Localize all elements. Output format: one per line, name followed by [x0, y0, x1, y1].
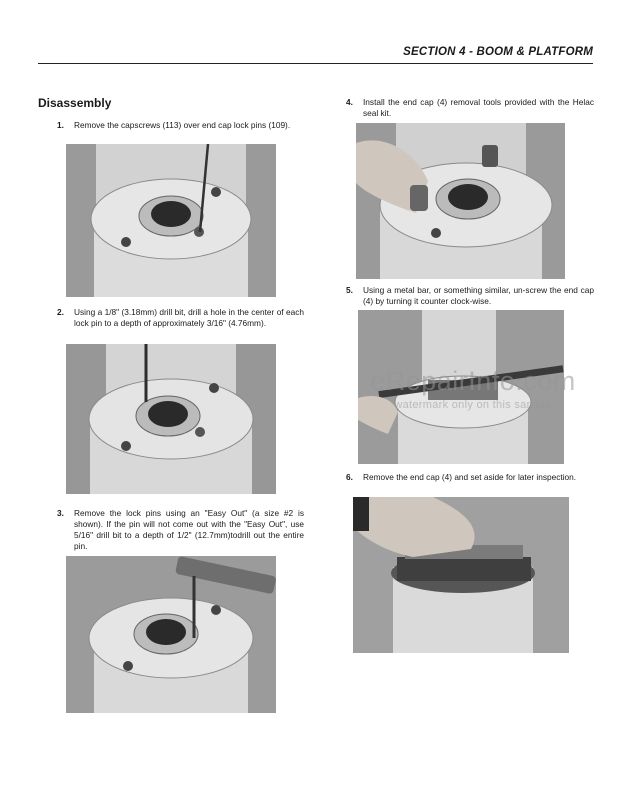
- step-number: 1.: [57, 120, 64, 130]
- photo-install-removal-tools: [356, 123, 565, 279]
- step-number: 6.: [346, 472, 353, 482]
- photo-easy-out: [66, 556, 276, 713]
- step-number: 2.: [57, 307, 64, 317]
- section-heading: Disassembly: [38, 96, 112, 110]
- step-number: 5.: [346, 285, 353, 295]
- step-6: [346, 472, 594, 483]
- photo-drill-lock-pin: [66, 344, 276, 494]
- photo-remove-end-cap: [353, 497, 569, 653]
- step-1: [57, 120, 304, 131]
- photo-unscrew-end-cap: [358, 310, 564, 464]
- step-text: Remove the end cap (4) and set aside for later inspection.: [363, 472, 577, 482]
- watermark-sub: watermark only on this sample: [394, 399, 552, 411]
- step-number: 3.: [57, 508, 64, 518]
- step-text: Install the end cap (4) removal tools provided with the Helac seal kit.: [363, 97, 594, 118]
- watermark-main: eRepairInfo.com: [370, 366, 576, 396]
- section-title: SECTION 4 - BOOM & PLATFORM: [403, 46, 593, 58]
- step-text: Remove the capscrews (113) over end cap lock pins (109).: [74, 120, 291, 130]
- step-3: [57, 508, 304, 552]
- photo-remove-capscrews: [66, 144, 276, 297]
- step-text: Using a 1/8" (3.18mm) drill bit, drill a hole in the center of each lock pin to a depth of approximately 3/16" (4.76mm).: [74, 307, 304, 328]
- step-4: [346, 97, 594, 119]
- step-number: 4.: [346, 97, 353, 107]
- step-text: Remove the lock pins using an "Easy Out" (a size #2 is shown). If the pin will not come out with the "Easy Out", use 5/16" drill bit to a depth of 1/2" (12.7mm)todrill out the entire pin.: [74, 508, 304, 551]
- header-rule: [38, 63, 593, 64]
- step-text: Using a metal bar, or something similar, un-screw the end cap (4) by turning it counter clock-wise.: [363, 285, 594, 306]
- step-5: [346, 285, 594, 307]
- step-2: [57, 307, 304, 329]
